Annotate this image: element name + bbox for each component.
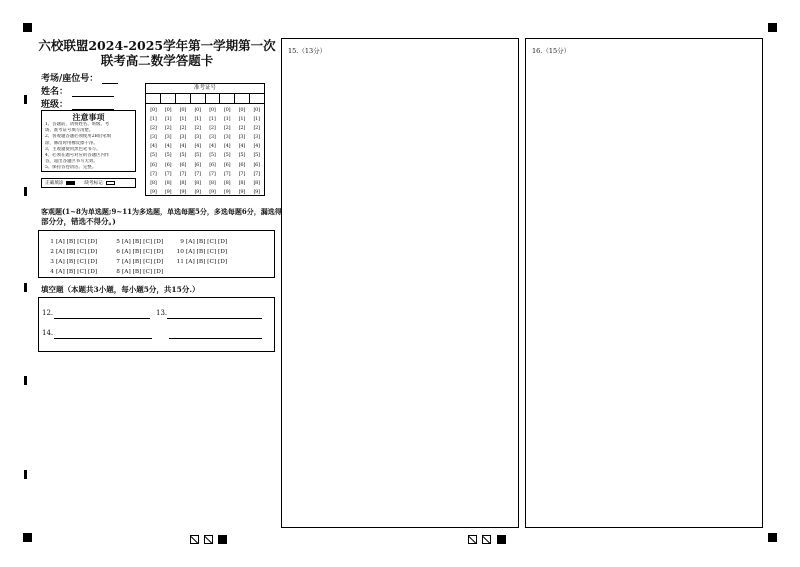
q16-answer-area[interactable] bbox=[525, 38, 763, 528]
name-line bbox=[72, 88, 114, 97]
exam-digit-bubble[interactable]: [8] bbox=[209, 179, 216, 186]
corner-marker-bottom-left bbox=[23, 533, 32, 542]
page-check-icon bbox=[482, 535, 491, 544]
answer-options[interactable]: [A] [B] [C] [D] bbox=[186, 259, 228, 265]
exam-number-grid bbox=[145, 83, 265, 196]
objective-question-row[interactable] bbox=[175, 247, 227, 257]
exam-digit-column bbox=[220, 106, 235, 197]
notes-item: 3、主观题使用黑色笔书写。 bbox=[45, 146, 101, 152]
title-line-1: 六校联盟2024-2025学年第一学期第一次 bbox=[38, 38, 276, 53]
exam-digit-bubble[interactable]: [8] bbox=[165, 179, 172, 186]
objective-heading-line-2: 部分分，错选不得分。) bbox=[41, 217, 116, 226]
exam-digit-bubble[interactable]: [4] bbox=[253, 143, 260, 150]
exam-digit-bubble[interactable]: [5] bbox=[150, 152, 157, 159]
exam-digit-bubble[interactable]: [4] bbox=[224, 143, 231, 150]
notes-item: 2、客观题答题必须使用2B铅笔填 bbox=[45, 134, 111, 140]
exam-number-cell[interactable] bbox=[161, 94, 176, 103]
corner-marker-top-right bbox=[768, 23, 777, 32]
exam-digit-bubble[interactable]: [7] bbox=[179, 170, 186, 177]
name-field[interactable] bbox=[41, 84, 114, 97]
notes-item: 答，超出答题区书写无效。 bbox=[45, 159, 98, 165]
exam-digit-bubble[interactable]: [1] bbox=[179, 116, 186, 123]
fill-in-heading: 填空题（本题共3小题，每小题5分，共15分.） bbox=[41, 285, 200, 294]
page-solid-marker bbox=[218, 535, 227, 544]
exam-digit-bubble[interactable]: [8] bbox=[253, 179, 260, 186]
exam-digit-bubble[interactable]: [9] bbox=[150, 188, 157, 195]
exam-digit-bubble[interactable]: [0] bbox=[209, 107, 216, 113]
exam-digit-bubble[interactable]: [7] bbox=[238, 170, 245, 177]
exam-digit-bubble[interactable]: [4] bbox=[238, 143, 245, 150]
exam-digit-bubble[interactable]: [4] bbox=[209, 143, 216, 150]
question-number: 10 bbox=[176, 249, 184, 255]
exam-digit-bubble[interactable]: [3] bbox=[209, 134, 216, 141]
exam-digit-bubble[interactable]: [4] bbox=[179, 143, 186, 150]
exam-digit-bubble[interactable]: [2] bbox=[253, 125, 260, 132]
exam-digit-bubble[interactable]: [6] bbox=[194, 161, 201, 168]
exam-digit-bubble[interactable]: [6] bbox=[150, 161, 157, 168]
exam-digit-bubble[interactable]: [4] bbox=[194, 143, 201, 150]
exam-digit-bubble[interactable]: [3] bbox=[150, 134, 157, 141]
exam-digit-bubble[interactable]: [6] bbox=[238, 161, 245, 168]
exam-digit-bubble[interactable]: [2] bbox=[150, 125, 157, 132]
side-marker bbox=[24, 95, 27, 104]
exam-digit-bubble[interactable]: [0] bbox=[194, 107, 201, 113]
exam-digit-bubble[interactable]: [5] bbox=[224, 152, 231, 159]
objective-question-row[interactable] bbox=[111, 257, 163, 267]
notes-item: 涂，修改时用橡皮擦干净。 bbox=[45, 140, 98, 146]
question-number: 7 bbox=[116, 259, 120, 265]
exam-digit-bubble[interactable]: [3] bbox=[253, 134, 260, 141]
question-number: 8 bbox=[116, 269, 120, 275]
exam-number-header: 准考证号 bbox=[146, 84, 264, 94]
q13-answer-line[interactable] bbox=[167, 318, 262, 319]
q14-label: 14. bbox=[42, 329, 54, 337]
exam-digit-bubble[interactable]: [0] bbox=[165, 107, 172, 113]
exam-number-cell[interactable] bbox=[220, 94, 235, 103]
exam-digit-column bbox=[235, 106, 250, 197]
exam-digit-columns bbox=[146, 104, 264, 197]
exam-digit-bubble[interactable]: [5] bbox=[209, 152, 216, 159]
question-number: 3 bbox=[50, 259, 54, 265]
exam-digit-bubble[interactable]: [9] bbox=[209, 188, 216, 195]
exam-digit-bubble[interactable]: [3] bbox=[194, 134, 201, 141]
class-field[interactable] bbox=[41, 97, 114, 110]
fill-legend bbox=[41, 178, 136, 188]
page-title bbox=[38, 38, 276, 68]
name-label: 姓名： bbox=[41, 87, 69, 97]
exam-digit-bubble[interactable]: [7] bbox=[209, 170, 216, 177]
exam-number-cell[interactable] bbox=[235, 94, 250, 103]
exam-digit-bubble[interactable]: [4] bbox=[165, 143, 172, 150]
objective-question-row[interactable] bbox=[45, 237, 97, 247]
exam-digit-bubble[interactable]: [1] bbox=[224, 116, 231, 123]
objective-heading-line-1: 客观题(1~8为单选题;9~11为多选题，单选每题5分，多选每题6分，漏选得 bbox=[41, 207, 282, 216]
q13-label: 13. bbox=[156, 309, 168, 317]
exam-digit-bubble[interactable]: [7] bbox=[224, 170, 231, 177]
q15-label: 15.（13分） bbox=[288, 47, 327, 55]
exam-digit-bubble[interactable]: [9] bbox=[238, 188, 245, 195]
exam-digit-bubble[interactable]: [0] bbox=[150, 107, 157, 113]
answer-options[interactable]: [A] [B] [C] [D] bbox=[122, 249, 164, 255]
answer-options[interactable]: [A] [B] [C] [D] bbox=[56, 249, 98, 255]
objective-question-row[interactable] bbox=[175, 237, 227, 247]
exam-digit-bubble[interactable]: [6] bbox=[224, 161, 231, 168]
side-marker bbox=[24, 470, 27, 479]
exam-number-cell[interactable] bbox=[250, 94, 264, 103]
seat-line bbox=[102, 75, 118, 84]
exam-digit-bubble[interactable]: [8] bbox=[224, 179, 231, 186]
q12-answer-line[interactable] bbox=[54, 318, 150, 319]
exam-digit-column bbox=[249, 106, 264, 197]
page-check-icon bbox=[468, 535, 477, 544]
exam-number-cell[interactable] bbox=[176, 94, 191, 103]
exam-number-entry-row bbox=[146, 94, 264, 104]
question-number: 2 bbox=[50, 249, 54, 255]
absent-mark-checkbox[interactable] bbox=[106, 181, 115, 185]
exam-digit-bubble[interactable]: [2] bbox=[179, 125, 186, 132]
exam-digit-bubble[interactable]: [0] bbox=[179, 107, 186, 113]
exam-digit-bubble[interactable]: [8] bbox=[179, 179, 186, 186]
exam-digit-bubble[interactable]: [0] bbox=[253, 107, 260, 113]
notes-box bbox=[41, 110, 136, 172]
side-marker bbox=[24, 283, 27, 292]
notes-item: 场、准考证号填写清楚。 bbox=[45, 128, 94, 134]
exam-digit-bubble[interactable]: [5] bbox=[165, 152, 172, 159]
exam-digit-bubble[interactable]: [1] bbox=[253, 116, 260, 123]
q16-label: 16.（15分） bbox=[532, 47, 571, 55]
objective-question-row[interactable] bbox=[45, 257, 97, 267]
exam-digit-column bbox=[190, 106, 205, 197]
answer-options[interactable]: [A] [B] [C] [D] bbox=[186, 239, 228, 245]
side-marker bbox=[24, 187, 27, 196]
exam-number-cell[interactable] bbox=[191, 94, 206, 103]
corner-marker-top-left bbox=[23, 23, 32, 32]
objective-question-row[interactable] bbox=[45, 247, 97, 257]
exam-digit-bubble[interactable]: [1] bbox=[150, 116, 157, 123]
exam-digit-bubble[interactable]: [4] bbox=[150, 143, 157, 150]
exam-digit-bubble[interactable]: [2] bbox=[165, 125, 172, 132]
answer-options[interactable]: [A] [B] [C] [D] bbox=[122, 259, 164, 265]
objective-question-row[interactable] bbox=[111, 247, 163, 257]
question-number: 6 bbox=[116, 249, 120, 255]
q15-answer-area[interactable] bbox=[281, 38, 519, 528]
exam-digit-bubble[interactable]: [2] bbox=[194, 125, 201, 132]
answer-options[interactable]: [A] [B] [C] [D] bbox=[122, 239, 164, 245]
exam-digit-bubble[interactable]: [5] bbox=[253, 152, 260, 159]
objective-question-row[interactable] bbox=[111, 237, 163, 247]
page-solid-marker bbox=[497, 535, 506, 544]
exam-digit-bubble[interactable]: [5] bbox=[238, 152, 245, 159]
exam-digit-bubble[interactable]: [5] bbox=[179, 152, 186, 159]
objective-question-row[interactable] bbox=[45, 267, 97, 277]
exam-digit-bubble[interactable]: [1] bbox=[194, 116, 201, 123]
page-check-icon bbox=[204, 535, 213, 544]
exam-digit-bubble[interactable]: [5] bbox=[194, 152, 201, 159]
exam-digit-bubble[interactable]: [8] bbox=[238, 179, 245, 186]
exam-digit-bubble[interactable]: [3] bbox=[165, 134, 172, 141]
seat-label: 考场/座位号： bbox=[41, 74, 99, 84]
exam-digit-bubble[interactable]: [7] bbox=[253, 170, 260, 177]
correct-fill-label: 正确填涂 bbox=[45, 181, 64, 186]
question-number: 4 bbox=[50, 269, 54, 275]
exam-digit-bubble[interactable]: [3] bbox=[238, 134, 245, 141]
objective-column-1 bbox=[45, 237, 97, 277]
q14-answer-line[interactable] bbox=[54, 338, 152, 339]
exam-digit-column bbox=[146, 106, 161, 197]
title-line-2: 联考高二数学答题卡 bbox=[100, 53, 214, 68]
exam-digit-bubble[interactable]: [6] bbox=[253, 161, 260, 168]
answer-options[interactable]: [A] [B] [C] [D] bbox=[56, 269, 98, 275]
question-number: 9 bbox=[180, 239, 184, 245]
filled-mark-icon bbox=[66, 181, 75, 185]
corner-marker-bottom-right bbox=[768, 533, 777, 542]
side-marker bbox=[24, 376, 27, 385]
exam-digit-bubble[interactable]: [8] bbox=[194, 179, 201, 186]
exam-digit-bubble[interactable]: [2] bbox=[238, 125, 245, 132]
objective-question-row[interactable] bbox=[111, 267, 163, 277]
exam-digit-bubble[interactable]: [1] bbox=[209, 116, 216, 123]
question-number: 1 bbox=[50, 239, 54, 245]
question-number: 5 bbox=[116, 239, 120, 245]
exam-digit-bubble[interactable]: [9] bbox=[179, 188, 186, 195]
answer-options[interactable]: [A] [B] [C] [D] bbox=[56, 259, 98, 265]
extra-answer-line[interactable] bbox=[169, 338, 262, 339]
exam-digit-bubble[interactable]: [7] bbox=[194, 170, 201, 177]
exam-digit-bubble[interactable]: [9] bbox=[165, 188, 172, 195]
class-line bbox=[72, 101, 114, 110]
exam-digit-bubble[interactable]: [2] bbox=[224, 125, 231, 132]
exam-digit-bubble[interactable]: [3] bbox=[179, 134, 186, 141]
objective-column-3 bbox=[175, 237, 227, 267]
exam-digit-bubble[interactable]: [1] bbox=[238, 116, 245, 123]
page-check-icon bbox=[190, 535, 199, 544]
exam-digit-bubble[interactable]: [7] bbox=[165, 170, 172, 177]
notes-item: 4、必须在题号对应的答题区内作 bbox=[45, 153, 110, 159]
exam-digit-bubble[interactable]: [8] bbox=[150, 179, 157, 186]
objective-column-2 bbox=[111, 237, 163, 277]
exam-digit-bubble[interactable]: [6] bbox=[165, 161, 172, 168]
exam-number-cell[interactable] bbox=[146, 94, 161, 103]
notes-title: 注意事项 bbox=[72, 112, 105, 122]
class-label: 班级： bbox=[41, 100, 69, 110]
exam-digit-bubble[interactable]: [6] bbox=[179, 161, 186, 168]
exam-digit-column bbox=[176, 106, 191, 197]
notes-item: 5、保持答卷清洁、完整。 bbox=[45, 165, 97, 171]
exam-digit-column bbox=[161, 106, 176, 197]
exam-digit-bubble[interactable]: [7] bbox=[150, 170, 157, 177]
answer-options[interactable]: [A] [B] [C] [D] bbox=[122, 269, 164, 275]
answer-options[interactable]: [A] [B] [C] [D] bbox=[56, 239, 98, 245]
question-number: 11 bbox=[176, 259, 184, 265]
exam-digit-bubble[interactable]: [9] bbox=[224, 188, 231, 195]
notes-item: 1、答题前，请将姓名、班级、考 bbox=[45, 122, 110, 127]
exam-digit-bubble[interactable]: [0] bbox=[224, 107, 231, 113]
exam-digit-bubble[interactable]: [1] bbox=[165, 116, 172, 123]
objective-heading bbox=[41, 207, 282, 227]
exam-digit-column bbox=[205, 106, 220, 197]
fill-in-box bbox=[38, 297, 275, 352]
objective-answer-box bbox=[38, 230, 275, 278]
exam-digit-bubble[interactable]: [2] bbox=[209, 125, 216, 132]
objective-question-row[interactable] bbox=[175, 257, 227, 267]
exam-digit-bubble[interactable]: [6] bbox=[209, 161, 216, 168]
exam-digit-bubble[interactable]: [3] bbox=[224, 134, 231, 141]
q12-label: 12. bbox=[42, 309, 54, 317]
seat-field[interactable] bbox=[41, 71, 118, 84]
exam-number-cell[interactable] bbox=[206, 94, 221, 103]
answer-options[interactable]: [A] [B] [C] [D] bbox=[186, 249, 228, 255]
exam-digit-bubble[interactable]: [0] bbox=[238, 107, 245, 113]
exam-digit-bubble[interactable]: [9] bbox=[253, 188, 260, 195]
absent-label: 缺考标记 bbox=[84, 181, 103, 186]
exam-digit-bubble[interactable]: [9] bbox=[194, 188, 201, 195]
